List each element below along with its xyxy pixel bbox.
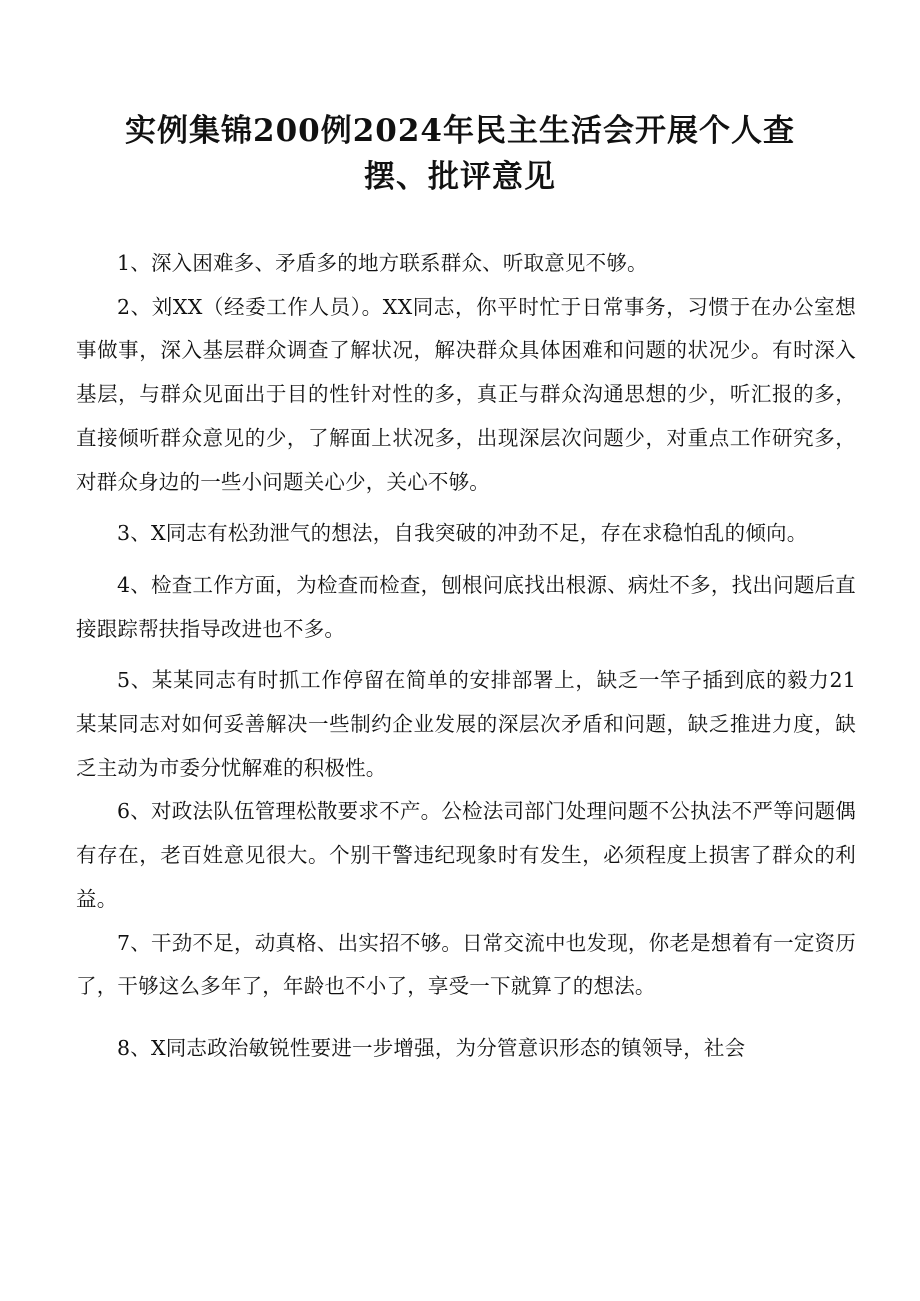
paragraph-7: 7、干劲不足，动真格、出实招不够。日常交流中也发现，你老是想着有一定资历了，干够这么多年了，年龄也不小了，享受一下就算了的想法。 [76,930,856,999]
paragraph-1: 1、深入困难多、矛盾多的地方联系群众、听取意见不够。 [117,251,648,275]
paragraph-4: 4、检查工作方面，为检查而检查，刨根问底找出根源、病灶不多，找出问题后直接跟踪帮扶指导改进也不多。 [76,572,856,641]
paragraph-5: 5、某某同志有时抓工作停留在简单的安排部署上，缺乏一竿子插到底的毅力21某某同志对如何妥善解决一些制约企业发展的深层次矛盾和问题，缺乏推进力度，缺乏主动为市委分忧解难的积极性。 [76,668,856,780]
paragraph-2: 2、刘XX（经委工作人员）。XX同志，你平时忙于日常事务，习惯于在办公室想事做事，深入基层群众调查了解状况，解决群众具体困难和问题的状况少。有时深入基层，与群众见面出于目的性针对性的多，真正与群众沟通思想的少，听汇报的多，直接倾听群众意见的少，了解面上状况多，出现深层次问题少，对重点工作研究多，对群众身边的一些小问题关心少，关心不够。 [76,294,856,494]
paragraph-8: 8、X同志政治敏锐性要进一步增强，为分管意识形态的镇领导，社会 [117,1035,746,1060]
document-body [76,242,856,1071]
paragraph-6: 6、对政法队伍管理松散要求不产。公检法司部门处理问题不公执法不严等问题偶有存在，老百姓意见很大。个别干警违纪现象时有发生，必须程度上损害了群众的利益。 [76,799,856,911]
document-title: 实例集锦200例2024年民主生活会开展个人查摆、批评意见 [125,113,795,195]
paragraph-3: 3、X同志有松劲泄气的想法，自我突破的冲劲不足，存在求稳怕乱的倾向。 [117,521,808,546]
